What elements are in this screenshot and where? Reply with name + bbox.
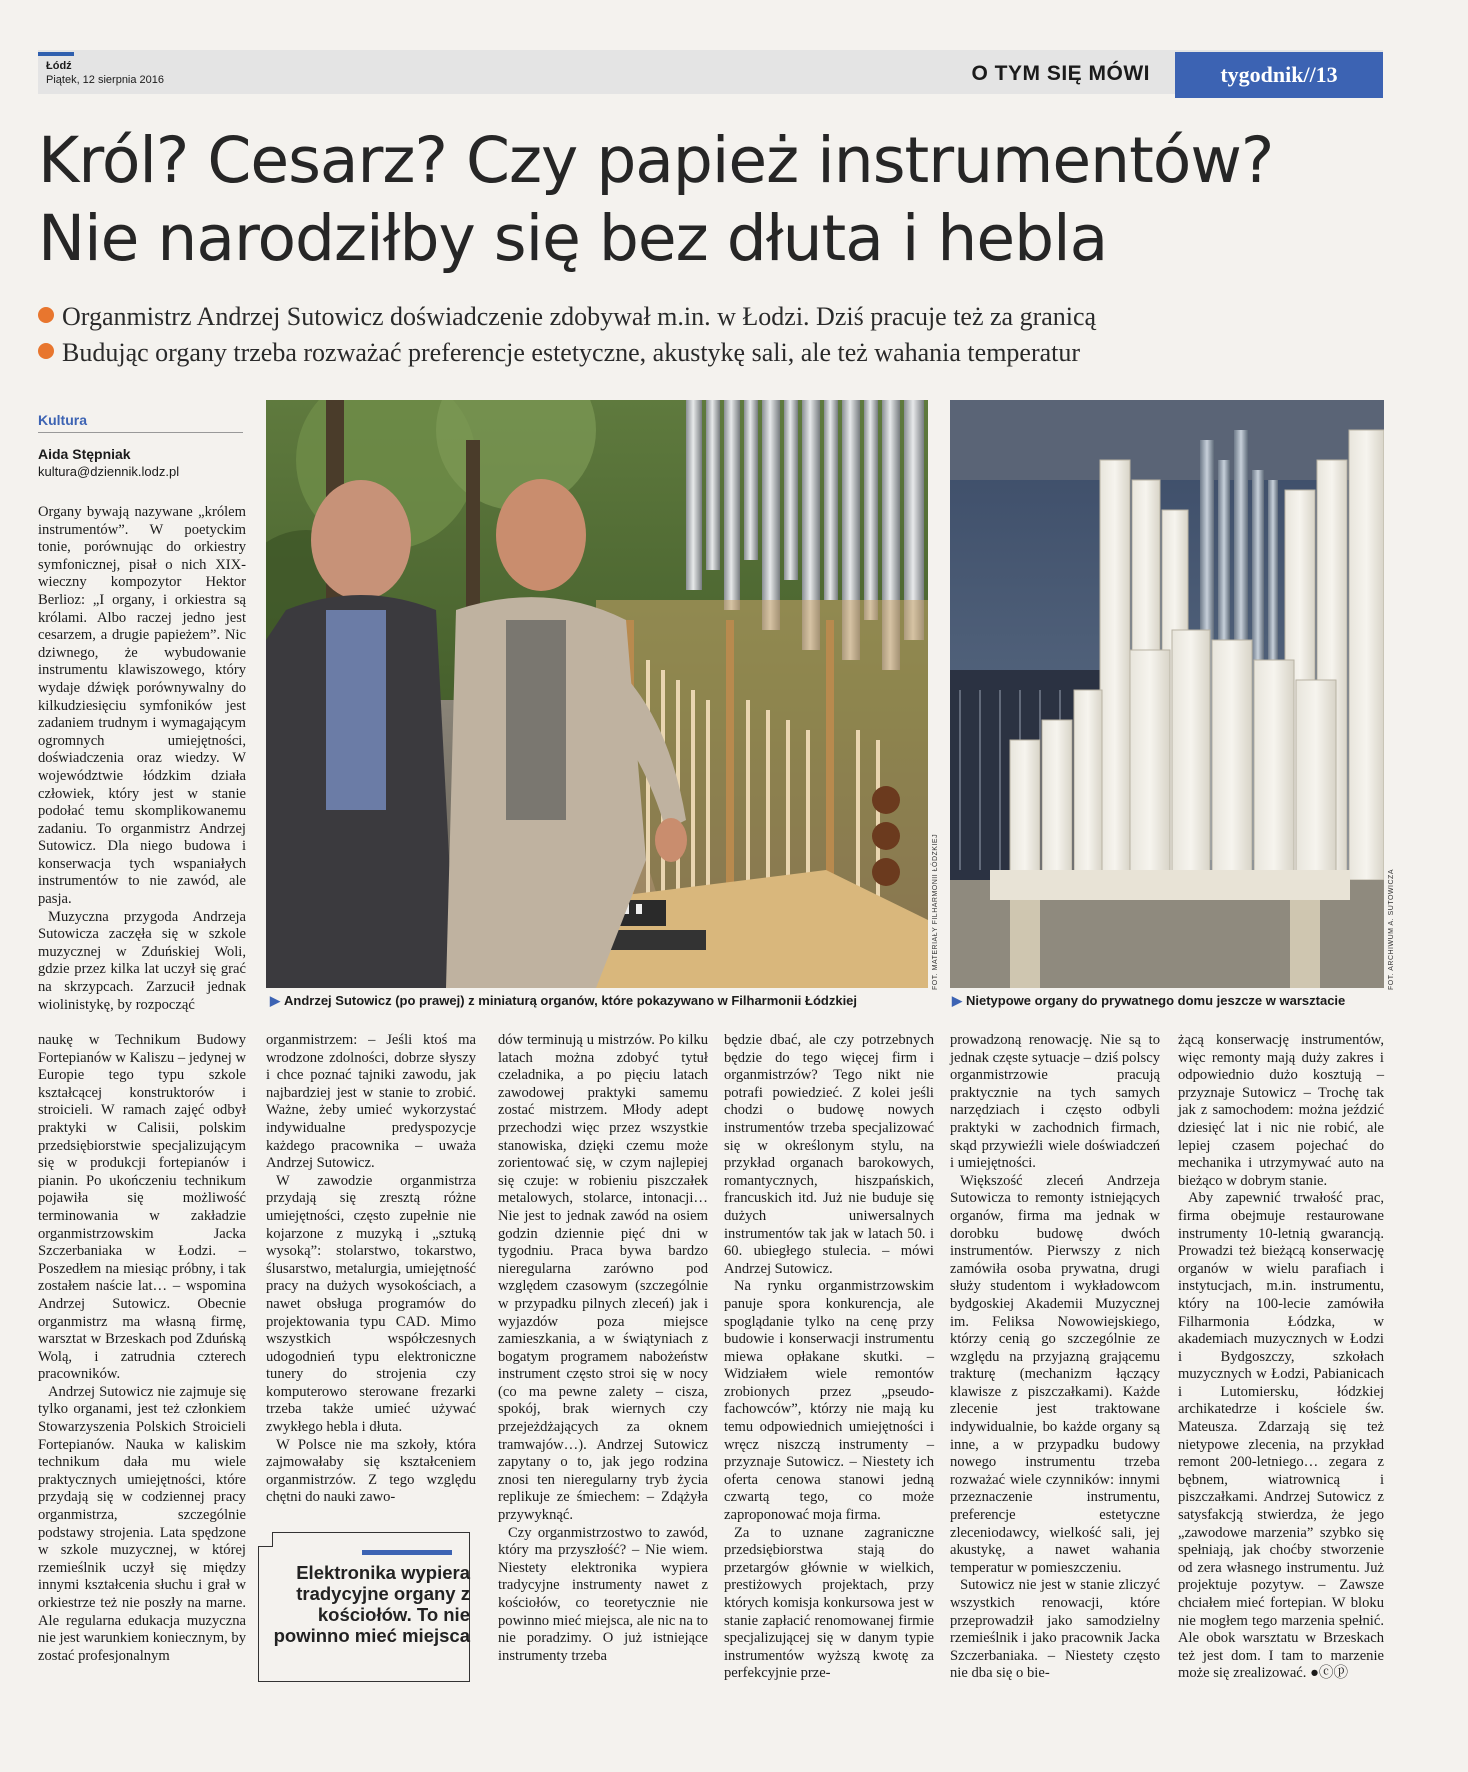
pull-quote-corner [258, 1532, 273, 1547]
photo1-credit: FOT. MATERIAŁY FILHARMONII ŁÓDZKIEJ [932, 833, 939, 990]
paragraph: Na rynku organmistrzowskim panuje spora konkurencja, ale spoglądanie tylko na cenę przy budowie i konserwacji instrumentu miewa opłakane skutki. – Widziałem wiele remontów zrobionych przez „pseudo-fachowców”, którzy nie mają ku temu odpowiednich umiejętności i wręcz niszczą instrumenty – przyznaje Sutowicz. – Niestety ich oferta cenowa stanowi jedną czwartą tego, co może zaproponować moja firma. [724, 1278, 934, 1524]
caption-triangle-icon: ▶ [270, 993, 280, 1008]
city-label: Łódź [46, 60, 72, 72]
paragraph: naukę w Technikum Budowy Fortepianów w Kaliszu – jedynej w Europie tego typu szkole kształcącej konstruktorów i stroicieli. W ramach zajęć odbył praktyki w Calisii, polskim przedsiębiorstwie specjalizującym się w produkcji fortepianów i pianin. Po ukończeniu technikum pojawiła się możliwość terminowania w zakładzie organmistrzowskim Jacka Szczerbaniaka w Łodzi. – Poszedłem na miesiąc próbny, i tak zostałem naście lat… – wspomina Andrzej Sutowicz. Obecnie organmistrz ma własną firmę, warsztat w Brzeskach pod Zduńską Wolą, i zatrudnia czterech pracowników. [38, 1032, 246, 1383]
paragraph: prowadzoną renowację. Nie są to jednak częste sytuacje – dziś polscy organmistrzowie pracują praktycznie na tych samych narzędziach i często odbyli praktyki w zachodnich firmach, skąd przywieźli wiele doświadczeń i umiejętności. [950, 1032, 1160, 1172]
end-mark-icon: ●ⓒⓟ [1310, 1665, 1349, 1682]
article-column-5 [950, 1032, 1160, 1683]
headline [38, 122, 1428, 278]
photo2-credit: FOT. ARCHIWUM A. SUTOWICZA [1388, 869, 1395, 990]
issue-date: Piątek, 12 sierpnia 2016 [46, 74, 165, 86]
paragraph: dów terminują u mistrzów. Po kilku latach można zdobyć tytuł czeladnika, a po pięciu latach zawodowej praktyki samemu zostać mistrzem. Młody adept przechodzi więc przez wszystkie stanowiska, dzięki czemu może zorientować się, w czym najlepiej się czuje: w robieniu piszczałek metalowych, stolarce, intonacji… Nie jest to jednak zawód na osiem godzin dziennie pięć dni w tygodniu. Praca bywa bardzo nieregularna zarówno pod względem czasowym (szczególnie w przypadku pilnych zleceń) jak i wyjazdów poza miejsce zamieszkania, a w świątyniach z bogatym programem nabożeństw instrument często stroi się w nocy (co ma pewne zalety – cisza, spokój, brak wiernych czy przejeżdżających za oknem tramwajów…). Andrzej Sutowicz zapytany o to, jak jego rodzina znosi ten nieregularny tryb życia replikuje ze śmiechem: – Zdążyła przywyknąć. [498, 1032, 708, 1524]
paragraph: Andrzej Sutowicz nie zajmuje się tylko organami, jest też członkiem Stowarzyszenia Polskich Stroicieli Fortepianów. Nauka w kaliskim technikum dała mu wiele praktycznych umiejętności, które przydają się w codziennej pracy organmistrza, szczególnie podstawy strojenia. Lata spędzone w szkole muzycznej, w której rzemieślnik uczył się między innymi kształcenia słuchu i grał w orkiestrze też nie poszły na marne. Ale regularna edukacja muzyczna nie jest warunkiem koniecznym, by zostać profesjonalnym [38, 1383, 246, 1664]
category-rule [38, 432, 243, 433]
supplement-label: tygodnik//13 [1220, 62, 1338, 87]
bullet-dot-icon [38, 343, 54, 359]
headline-line-2: Nie narodziłby się bez dłuta i hebla [38, 202, 1108, 275]
bullet-dot-icon [38, 307, 54, 323]
pull-quote-rule [362, 1550, 452, 1555]
paragraph: Aby zapewnić trwałość prac, firma obejmuje restaurowane instrumenty 10-letnią gwarancją. Prowadzi też bieżącą konserwację organów w wielu parafiach i instytucjach, m.in. instrumentu, który na 100-lecie zamówiła Filharmonia Łódzka, w akademiach muzycznych w Łodzi i Bydgoszczy, szkołach muzycznych w Łodzi, Pabianicach i Lutomiersku, łódzkiej archikatedrze i kościele św. Mateusza. Zdarzają się też nietypowe zlecenia, na przykład remont 200-letniego… zegara z bębnem, wiatrownicą i piszczałkami. Andrzej Sutowicz z satysfakcją stwierdza, że jego „zawodowe marzenia” szybko się spełniają, jak choćby stworzenie od zera własnego instrumentu. Już projektuje pozytyw. – Zawsze chciałem mieć fortepian. W bloku nie mogłem tego marzenia spełnić. Ale obok warsztatu w Brzeskach też jest dom. I tam to marzenie może się zrealizować. ●ⓒⓟ [1178, 1190, 1384, 1682]
article-column-6 [1178, 1032, 1384, 1683]
paragraph: Organy bywają nazywane „królem instrumentów”. W poetyckim tonie, porównując do orkiestry symfonicznej, pisał o nich XIX-wieczny kompozytor Hektor Berlioz: „I organy, i orkiestra są królami. Albo raczej jedno jest cesarzem, a drugie papieżem”. Nic dziwnego, że wybudowanie instrumentu klawiszowego, który wydaje dźwięk porównywalny do kilkudziesięciu symfoników jest zadaniem trudnym i wymagającym ogromnych umiejętności, doświadczenia oraz wiedzy. W województwie łódzkim działa człowiek, który jest w stanie podołać temu skomplikowanemu zadaniu. To organmistrz Andrzej Sutowicz. Dla niego budowa i konserwacja tych wspaniałych instrumentów to nie zawód, ale pasja. [38, 504, 246, 908]
article-column-3 [498, 1032, 708, 1665]
headline-line-1: Król? Cesarz? Czy papież instrumentów? [38, 124, 1274, 197]
paragraph: żącą konserwację instrumentów, więc remonty mają duży zakres i odpowiednio dużo kosztują – przyznaje Sutowicz – Trochę tak jak z samochodem: można jeździć dziesięć lat i nic nie robić, ale lepiej czasem pojechać do mechanika i utrzymywać auto na bieżąco w dobrym stanie. [1178, 1032, 1384, 1189]
paragraph: W zawodzie organmistrza przydają się zresztą różne umiejętności, często zupełnie nie kojarzone z muzyką i „sztuką wysoką”: stolarstwo, tokarstwo, ślusarstwo, metalurgia, umiejętność pracy na dużych wysokościach, a nawet obsługa programów do projektowania typu CAD. Mimo wszystkich współczesnych udogodnień typu elektroniczne tunery do strojenia czy komputerowo sterowane frezarki trzeba także umieć używać zwykłego hebla i dłuta. [266, 1172, 476, 1436]
author-name: Aida Stępniak [38, 446, 131, 462]
pull-quote: Elektronika wypiera tradycyjne organy z kościołów. To nie powinno mieć miejsca [273, 1562, 470, 1646]
paragraph: W Polsce nie ma szkoły, która zajmowałaby się kształceniem organmistrzów. Z tego względu chętni do nauki zawo- [266, 1436, 476, 1506]
paragraph: Większość zleceń Andrzeja Sutowicza to remonty istniejących organów, firma ma jednak w dorobku budowę dwóch instrumentów. Pierwszy z nich zamówiła osoba prywatna, drugi służy studentom i wykładowcom bydgoskiej Akademii Muzycznej im. Feliksa Nowowiejskiego, którzy cenią go szczególnie ze względu na przyjazną grającemu trakturę (mechanizm łączący klawisze z piszczałkami). Każde zlecenie jest traktowane indywidualnie, bo każde organy są inne, a w przypadku budowy nowego instrumentu trzeba rozważać wiele czynników: innymi przeznaczenie instrumentu, preferencje estetyczne zleceniodawcy, wielkość sali, jej akustykę, a nawet wahania temperatur w pomieszczeniu. [950, 1172, 1160, 1576]
paragraph: będzie dbać, ale czy potrzebnych będzie do tego więcej firm i organmistrzów? Tego nikt nie potrafi powiedzieć. Z kolei jeśli chodzi o budowę nowych instrumentów trzeba specjalizować się w określonym stylu, na przykład organach barokowych, romantycznych, hiszpańskich, francuskich itd. Już nie buduje się dużych uniwersalnych instrumentów tak jak w latach 50. i 60. ubiegłego stulecia. – mówi Andrzej Sutowicz. [724, 1032, 934, 1277]
caption-triangle-icon: ▶ [952, 993, 962, 1008]
photo2-caption: ▶ Nietypowe organy do prywatnego domu jeszcze w warsztacie [952, 993, 1346, 1008]
article-column-2 [266, 1032, 476, 1507]
paragraph: Za to uznane zagraniczne przedsiębiorstwa stają do przetargów głównie w wielkich, prestiżowych projektach, przy których komisja konkursowa jest w stanie zapłacić renomowanej firmie specjalizującej się w danym typie instrumentów wyższą kwotę za perfekcyjnie prze- [724, 1524, 934, 1682]
section-label: O TYM SIĘ MÓWI [971, 62, 1150, 85]
photo-organ-workshop [950, 400, 1384, 988]
article-column-1-continued [38, 1032, 246, 1665]
deck-line-1: Organmistrz Andrzej Sutowicz doświadczenie zdobywał m.in. w Łodzi. Dziś pracuje też za granicą [38, 302, 1438, 332]
photo1-caption: ▶ Andrzej Sutowicz (po prawej) z miniaturą organów, które pokazywano w Filharmonii Łódzkiej [270, 993, 858, 1008]
paragraph: Sutowicz nie jest w stanie zliczyć wszystkich renowacji, które przeprowadził jako samodzielny rzemieślnik i jako pracownik Jacka Szczerbaniaka. – Niestety często nie dba się o bie- [950, 1577, 1160, 1682]
paragraph: organmistrzem: – Jeśli ktoś ma wrodzone zdolności, dobrze słyszy i chce poznać tajniki zawodu, jak najbardziej jest w stanie to zrobić. Ważne, żeby umieć wykorzystać indywidualne predyspozycje każdego pracownika – uważa Andrzej Sutowicz. [266, 1032, 476, 1172]
author-email[interactable]: kultura@dziennik.lodz.pl [38, 464, 180, 479]
article-column-1-top [38, 504, 246, 1014]
paragraph: Czy organmistrzostwo to zawód, który ma przyszłość? – Nie wiem. Niestety elektronika wypiera tradycyjne instrumenty nawet z kościołów, co teoretycznie nie powinno mieć miejsca, ale nic na to nie poradzimy. O już istniejące instrumenty trzeba [498, 1524, 708, 1664]
category-label: Kultura [38, 412, 87, 428]
photo-organ-miniature [266, 400, 928, 988]
article-column-4 [724, 1032, 934, 1683]
paragraph: Muzyczna przygoda Andrzeja Sutowicza zaczęła się w szkole muzycznej w Zduńskiej Woli, gdzie przez kilka lat uczył się grać na skrzypcach. Zarzucił jednak wiolinistykę, by rozpocząć [38, 908, 246, 1013]
city-rule [38, 52, 74, 56]
deck-line-2: Budując organy trzeba rozważać preferencje estetyczne, akustykę sali, ale też wahania temperatur [38, 338, 1438, 368]
